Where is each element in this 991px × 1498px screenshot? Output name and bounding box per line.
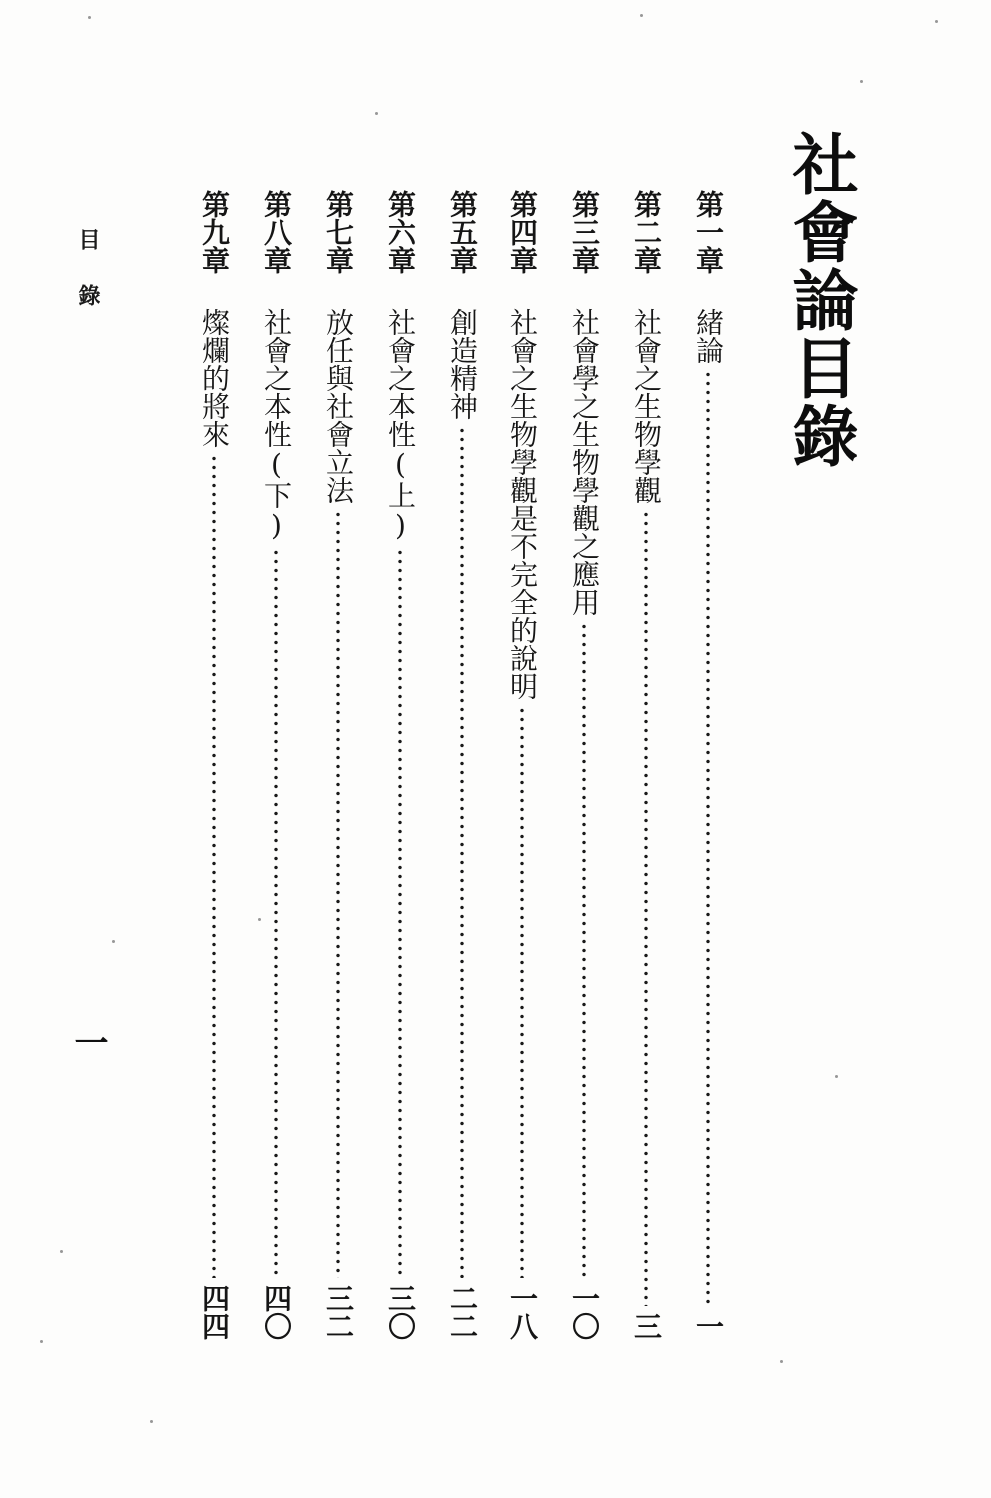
page-number: 一 [692, 1312, 725, 1340]
chapter-title: 社會之本性(下) [260, 308, 293, 542]
chapter-title: 創造精神 [446, 308, 479, 420]
chapter-number: 第八章 [260, 190, 293, 274]
dot-leader [212, 454, 216, 1278]
running-header: 目錄 [75, 228, 101, 340]
chapter-title: 社會學之生物學觀之應用 [568, 308, 601, 616]
scan-speck [258, 918, 261, 921]
toc-entry-1 [686, 190, 730, 1340]
chapter-number: 第一章 [692, 190, 725, 274]
scan-speck [60, 1250, 63, 1253]
toc-entry-7 [316, 190, 360, 1340]
toc-entry-4 [500, 190, 544, 1340]
toc-entry-5 [440, 190, 484, 1340]
chapter-title: 放任與社會立法 [322, 308, 355, 504]
toc-entry-6 [378, 190, 422, 1340]
dot-leader [398, 548, 402, 1278]
scan-speck [40, 1340, 43, 1343]
page-title: 社會論目錄 [781, 130, 859, 470]
scan-speck [112, 940, 115, 943]
chapter-title: 社會之生物學觀 [630, 308, 663, 504]
page-number: 一八 [506, 1284, 539, 1340]
scan-speck [835, 1075, 838, 1078]
chapter-title: 社會之生物學觀是不完全的說明 [506, 308, 539, 700]
chapter-number: 第五章 [446, 190, 479, 274]
chapter-number: 第二章 [630, 190, 663, 274]
chapter-number: 第六章 [384, 190, 417, 274]
scan-speck [860, 80, 863, 83]
folio-page-number: 一 [68, 1025, 108, 1059]
page-number: 三 [630, 1312, 663, 1340]
chapter-title: 緒論 [692, 308, 725, 364]
dot-leader [644, 510, 648, 1306]
dot-leader [274, 548, 278, 1278]
scan-speck [88, 16, 91, 19]
chapter-number: 第九章 [198, 190, 231, 274]
scan-speck [640, 14, 643, 17]
dot-leader [520, 706, 524, 1278]
page-number: 三二 [322, 1284, 355, 1340]
chapter-title: 社會之本性(上) [384, 308, 417, 542]
chapter-number: 第七章 [322, 190, 355, 274]
page-number: 四〇 [260, 1284, 293, 1340]
page-number: 三〇 [384, 1284, 417, 1340]
dot-leader [582, 622, 586, 1278]
chapter-number: 第四章 [506, 190, 539, 274]
toc-entry-3 [562, 190, 606, 1340]
chapter-title: 燦爛的將來 [198, 308, 231, 448]
scan-speck [935, 20, 938, 23]
chapter-number: 第三章 [568, 190, 601, 274]
scan-speck [150, 1420, 153, 1423]
page-number: 二二 [446, 1284, 479, 1340]
page-number: 四四 [198, 1284, 231, 1340]
toc-entry-2 [624, 190, 668, 1340]
scan-speck [375, 112, 378, 115]
dot-leader [336, 510, 340, 1278]
dot-leader [460, 426, 464, 1278]
toc-entry-8 [254, 190, 298, 1340]
scan-speck [780, 1360, 783, 1363]
page-number: 一〇 [568, 1284, 601, 1340]
dot-leader [706, 370, 710, 1306]
toc-entry-9 [192, 190, 236, 1340]
